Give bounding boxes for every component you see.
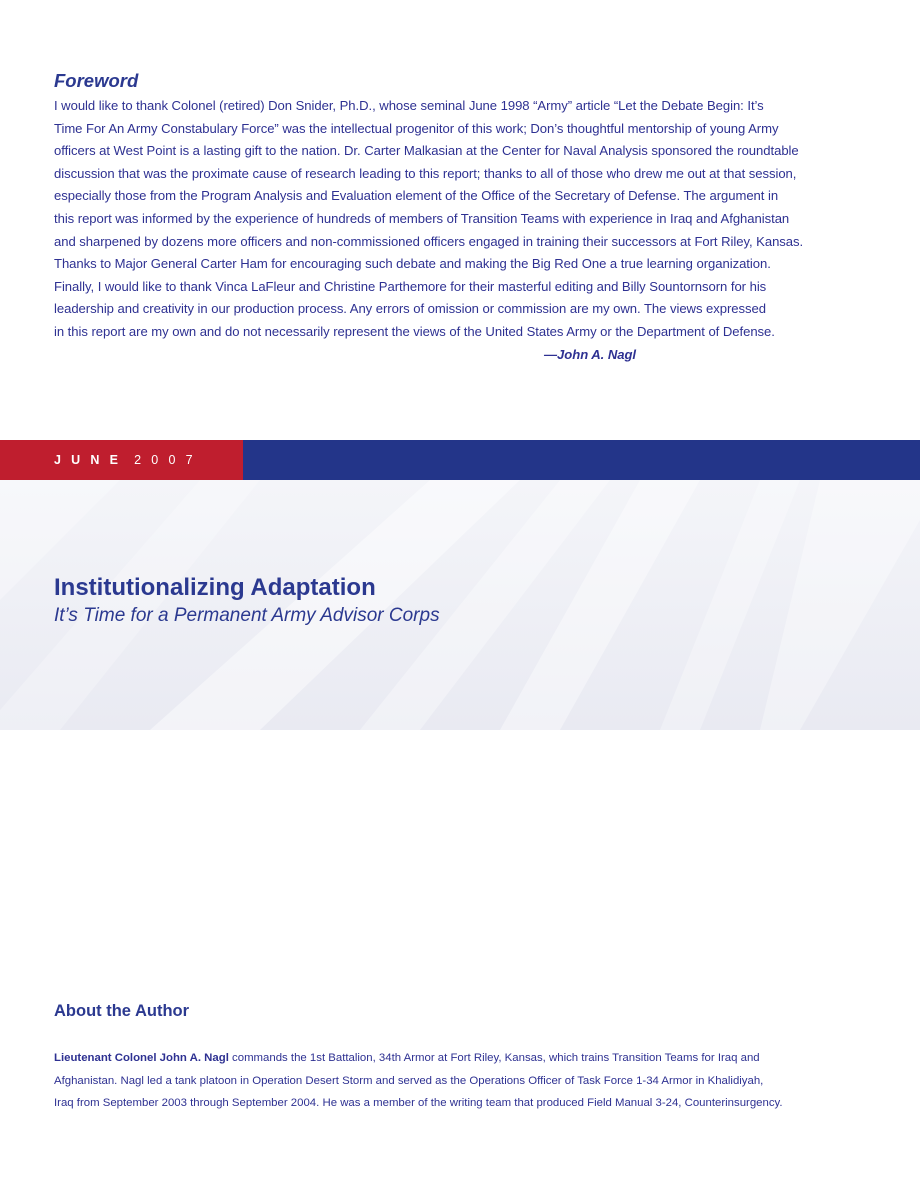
about-author-section — [54, 1000, 866, 1115]
foreword-line: officers at West Point is a lasting gift to the nation. Dr. Carter Malkasian at the Center for Naval Analysis sponsored the roundtable — [54, 143, 799, 159]
author-bio-line: Afghanistan. Nagl led a tank platoon in Operation Desert Storm and served as the Operations Officer of Task Force 1-34 Armor in Khalidiyah, — [54, 1074, 764, 1087]
report-subtitle: It’s Time for a Permanent Army Advisor Corps — [54, 605, 440, 626]
foreword-heading: Foreword — [54, 70, 139, 91]
author-bio-text: commands the 1st Battalion, 34th Armor at Fort Riley, Kansas, which trains Transition Teams for Iraq and — [228, 1052, 760, 1064]
about-author-heading: About the Author — [54, 1002, 190, 1020]
date-month: JUNE — [54, 453, 129, 467]
foreword-line: discussion that was the proximate cause of research leading to this report; thanks to all of those who drew me out at that session, — [54, 165, 797, 181]
foreword-line: in this report are my own and do not necessarily represent the views of the United States Army or the Department of Defense. — [54, 323, 775, 339]
date-band-red — [0, 440, 243, 480]
author-name: Lieutenant Colonel John A. Nagl — [54, 1052, 229, 1064]
foreword-signature: —John A. Nagl — [544, 346, 636, 362]
title-banner — [0, 480, 920, 730]
foreword-line: leadership and creativity in our production process. Any errors of omission or commission are my own. The views expressed — [54, 301, 766, 317]
foreword-line: this report was informed by the experience of hundreds of members of Transition Teams with experience in Iraq and Afghanistan — [54, 210, 790, 226]
foreword-line: especially those from the Program Analysis and Evaluation element of the Office of the Secretary of Defense. The argument in — [54, 188, 779, 204]
author-bio-line: Iraq from September 2003 through September 2004. He was a member of the writing team that produced Field Manual 3-24, Counterinsurgency. — [54, 1097, 783, 1110]
foreword-body — [54, 95, 866, 366]
date-band — [0, 440, 920, 480]
foreword-section — [54, 70, 866, 366]
author-bio-line — [54, 1047, 866, 1070]
date-band-blue — [243, 440, 920, 480]
foreword-line: Thanks to Major General Carter Ham for encouraging such debate and making the Big Red One a true learning organization. — [54, 256, 771, 272]
foreword-line: and sharpened by dozens more officers and non-commissioned officers engaged in training their successors at Fort Riley, Kansas. — [54, 233, 804, 249]
foreword-line: Finally, I would like to thank Vinca LaFleur and Christine Parthemore for their masterful editing and Billy Sountornsorn for his — [54, 278, 767, 294]
report-title: Institutionalizing Adaptation — [54, 574, 376, 601]
publication-date — [54, 453, 203, 467]
date-year: 2007 — [134, 453, 203, 467]
author-bio — [54, 1047, 866, 1115]
foreword-line: Time For An Army Constabulary Force” was the intellectual progenitor of this work; Don’s thoughtful mentorship of young Army — [54, 120, 779, 136]
foreword-line: I would like to thank Colonel (retired) Don Snider, Ph.D., whose seminal June 1998 “Army” article “Let the Debate Begin: It’s — [54, 98, 764, 113]
